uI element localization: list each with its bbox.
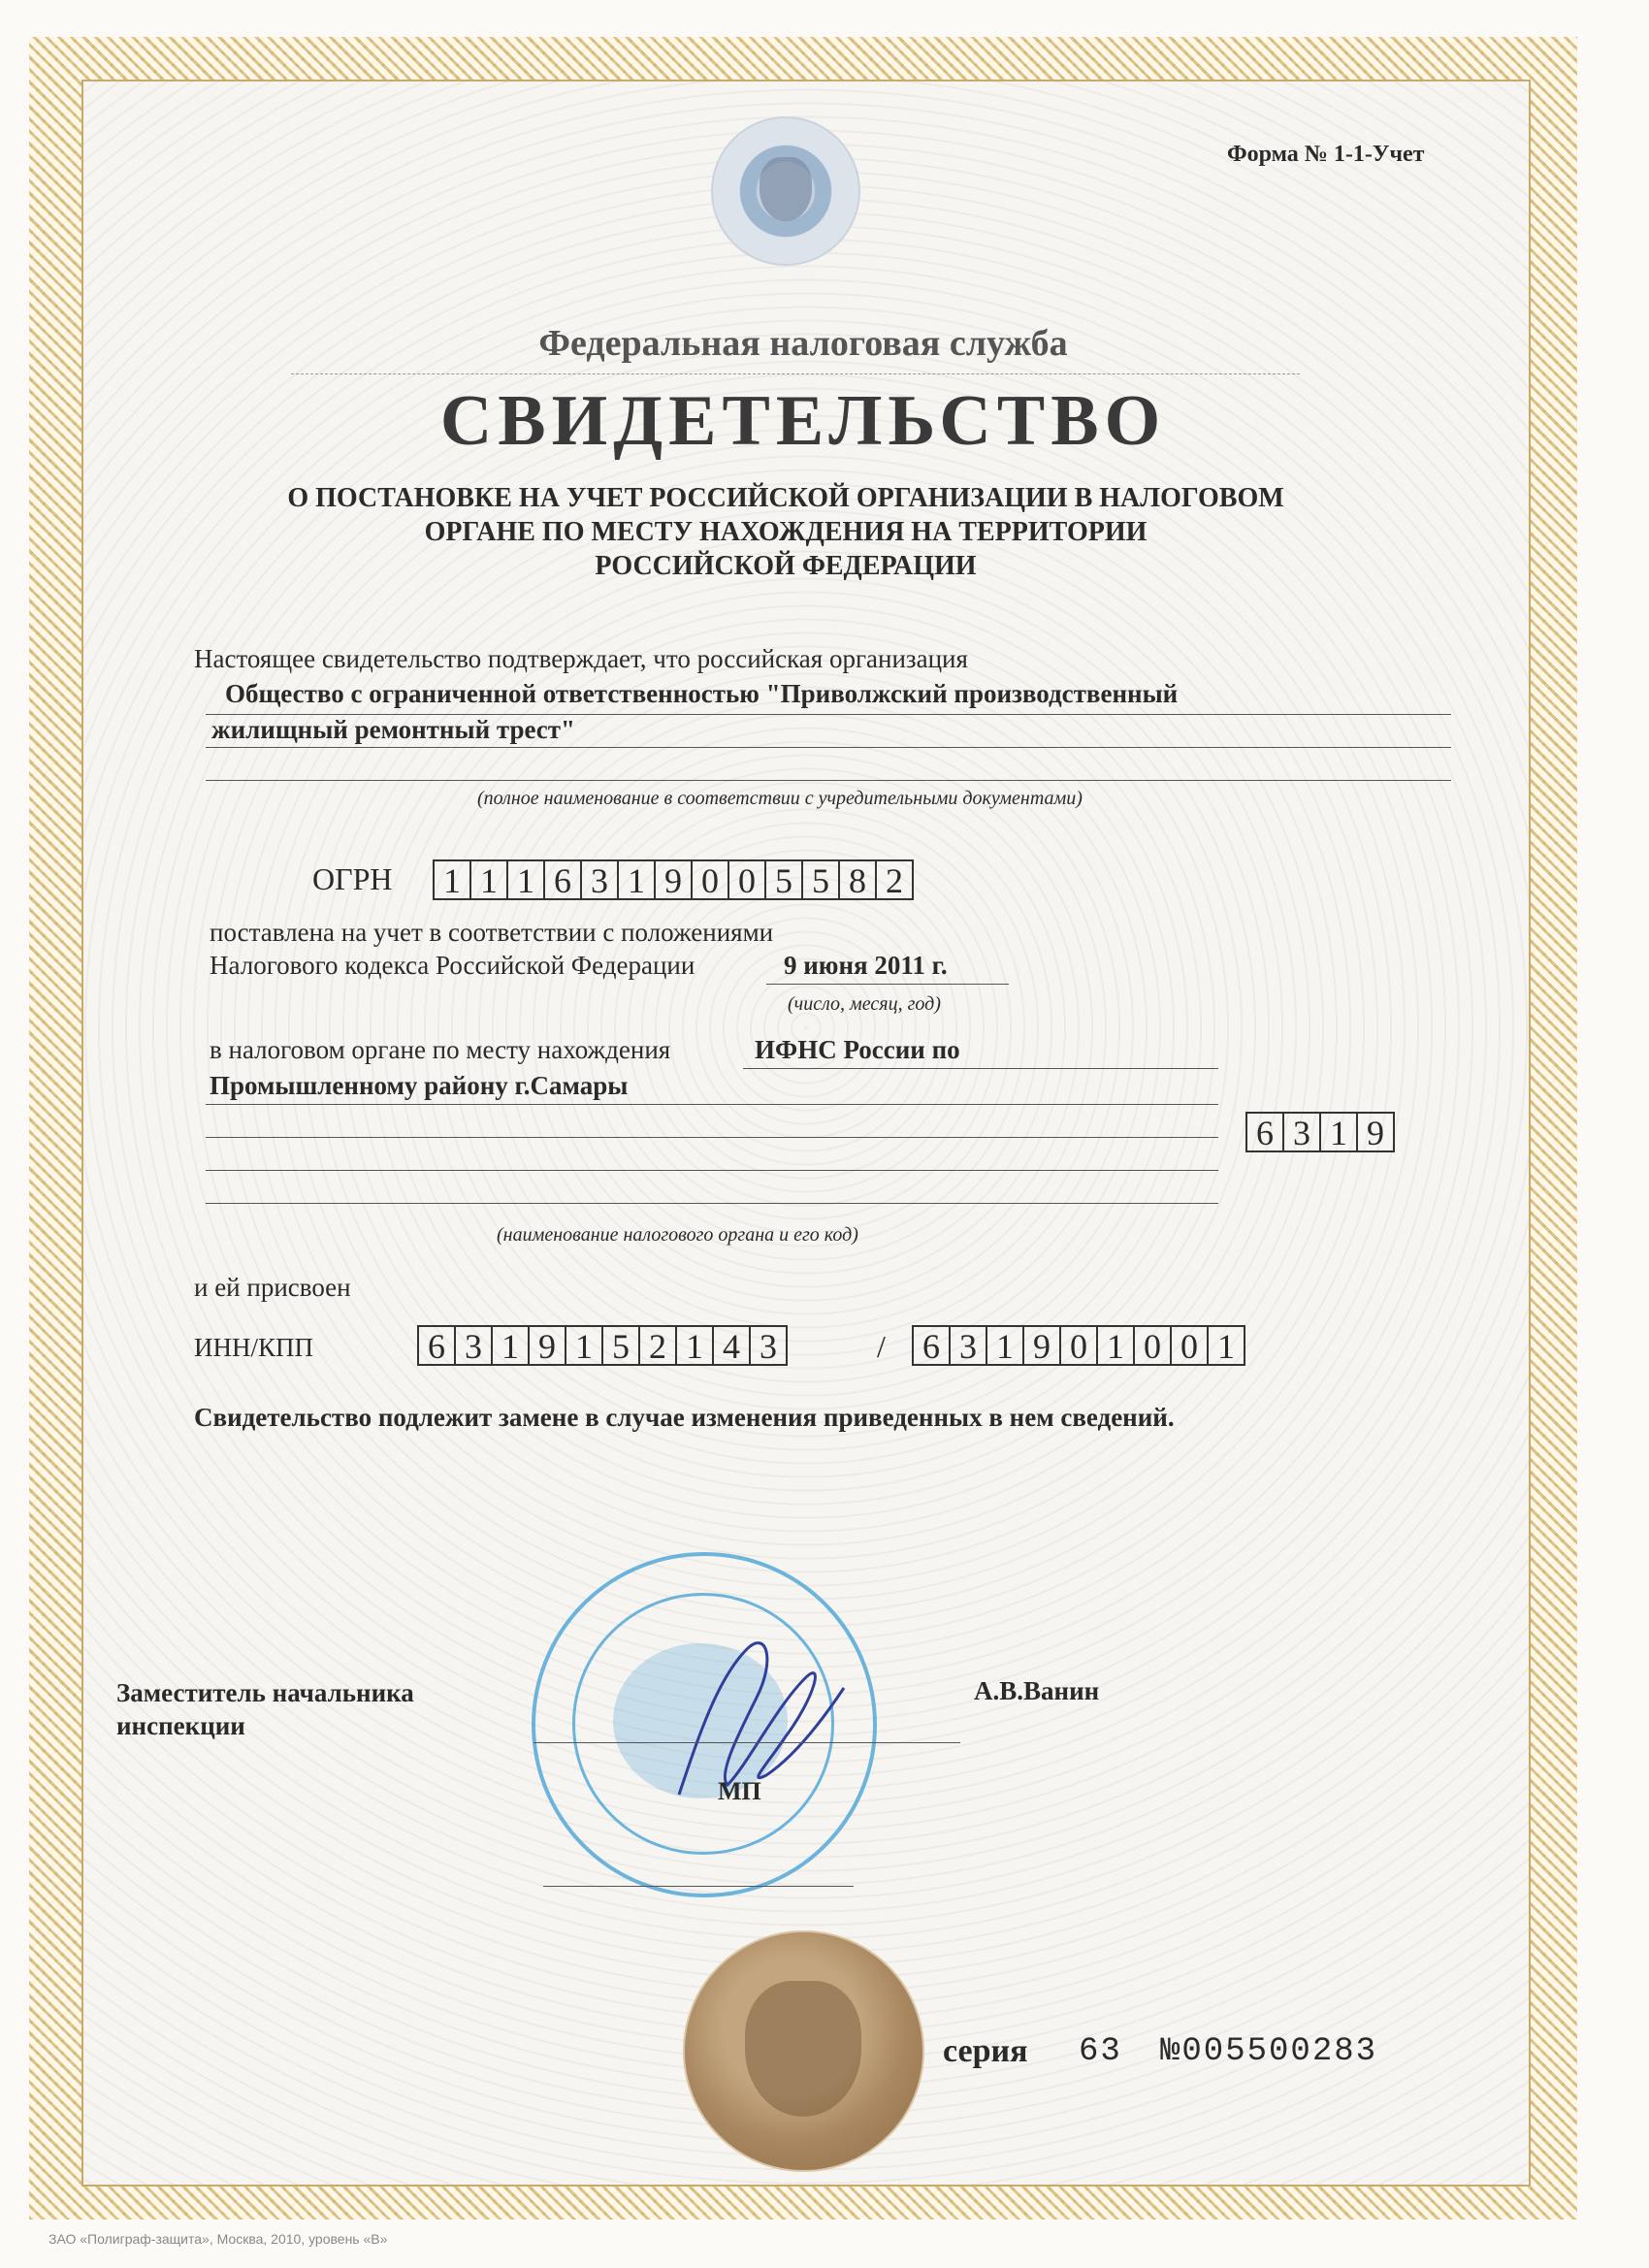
- registration-line-1: поставлена на учет в соответствии с положениями: [210, 918, 774, 947]
- digit-cell: 6: [914, 1327, 951, 1364]
- digit-cell: 5: [603, 1327, 640, 1364]
- inn-kpp-label: ИНН/КПП: [194, 1333, 314, 1362]
- digit-cell: 4: [714, 1327, 751, 1364]
- replacement-notice: Свидетельство подлежит замене в случае изменения приведенных в нем сведений.: [194, 1403, 1175, 1432]
- registration-date: 9 июня 2011 г.: [784, 951, 948, 980]
- form-number: Форма № 1-1-Учет: [1227, 142, 1425, 167]
- digit-cell: 1: [1098, 1327, 1135, 1364]
- digit-cell: 3: [1284, 1114, 1321, 1150]
- inn-code: [417, 1325, 788, 1366]
- underline: [206, 747, 1451, 748]
- digit-cell: 2: [640, 1327, 677, 1364]
- underline: [743, 1068, 1218, 1069]
- embossed-gold-seal: [683, 1930, 924, 2172]
- digit-cell: 1: [677, 1327, 714, 1364]
- underline: [206, 1104, 1218, 1105]
- tax-authority-code: [1245, 1112, 1395, 1152]
- underline: [766, 984, 1009, 985]
- organization-intro: Настоящее свидетельство подтверждает, что российская организация: [194, 644, 968, 673]
- date-caption: (число, месяц, год): [788, 993, 941, 1015]
- organization-name-line-1: Общество с ограниченной ответственностью "Приволжский производственный: [225, 679, 1179, 708]
- digit-cell: 2: [886, 861, 903, 900]
- hologram-emblem: [711, 116, 860, 266]
- digit-cell: 1: [1321, 1114, 1358, 1150]
- seal-place-label: МП: [718, 1777, 761, 1805]
- digit-cell: 3: [456, 1327, 493, 1364]
- divider: [291, 373, 1300, 374]
- subtitle-line-1: О ПОСТАНОВКЕ НА УЧЕТ РОССИЙСКОЙ ОРГАНИЗАЦИИ В НАЛОГОВОМ: [287, 483, 1284, 513]
- coat-of-arms-icon: [760, 157, 812, 221]
- position-line-2: инспекции: [116, 1711, 245, 1740]
- digit-cell: 6: [545, 861, 582, 898]
- digit-cell: 1: [619, 861, 656, 898]
- double-headed-eagle-icon: [745, 1981, 861, 2117]
- kpp-code: [912, 1325, 1245, 1366]
- organization-name-line-2: жилищный ремонтный трест": [211, 715, 576, 744]
- digit-cell: 0: [729, 861, 766, 898]
- digit-cell: 5: [803, 861, 840, 898]
- underline: [206, 1203, 1218, 1204]
- digit-cell: 1: [493, 1327, 530, 1364]
- serial-number: №005500283: [1160, 2033, 1378, 2070]
- document-title: СВИДЕТЕЛЬСТВО: [439, 381, 1167, 461]
- digit-cell: 0: [1061, 1327, 1098, 1364]
- digit-cell: 6: [419, 1327, 456, 1364]
- digit-cell: 0: [1172, 1327, 1209, 1364]
- ogrn-label: ОГРН: [312, 861, 393, 896]
- digit-cell: 1: [566, 1327, 603, 1364]
- digit-cell: 6: [1247, 1114, 1284, 1150]
- digit-cell: 9: [1024, 1327, 1061, 1364]
- tax-authority-name-line-1: ИФНС России по: [755, 1035, 960, 1064]
- assigned-label: и ей присвоен: [194, 1273, 351, 1302]
- digit-cell: 9: [1367, 1114, 1384, 1152]
- printer-note: ЗАО «Полиграф-защита», Москва, 2010, уровень «В»: [48, 2231, 388, 2247]
- signatory-position: [116, 1676, 414, 1742]
- digit-cell: 8: [840, 861, 877, 898]
- subtitle-line-3: РОССИЙСКОЙ ФЕДЕРАЦИИ: [595, 551, 977, 581]
- digit-cell: 5: [766, 861, 803, 898]
- digit-cell: 3: [760, 1327, 777, 1366]
- digit-cell: 1: [1217, 1327, 1235, 1366]
- digit-cell: 1: [471, 861, 508, 898]
- digit-cell: 9: [656, 861, 693, 898]
- digit-cell: 9: [530, 1327, 566, 1364]
- digit-cell: 3: [951, 1327, 987, 1364]
- subtitle-line-2: ОРГАНЕ ПО МЕСТУ НАХОЖДЕНИЯ НА ТЕРРИТОРИИ: [424, 517, 1148, 547]
- registration-line-2: Налогового кодекса Российской Федерации: [210, 951, 695, 980]
- series-value: 63: [1079, 2033, 1122, 2070]
- signatory-name: А.В.Ванин: [974, 1676, 1100, 1705]
- organization-caption: (полное наименование в соответствии с учредительными документами): [477, 788, 1083, 809]
- underline: [206, 1137, 1218, 1138]
- digit-cell: 1: [508, 861, 545, 898]
- underline: [206, 780, 1451, 781]
- underline: [206, 1170, 1218, 1171]
- series-label: серия: [943, 2033, 1028, 2069]
- digit-cell: 0: [1135, 1327, 1172, 1364]
- position-line-1: Заместитель начальника: [116, 1678, 414, 1707]
- inn-kpp-separator: /: [877, 1329, 886, 1364]
- digit-cell: 0: [693, 861, 729, 898]
- digit-cell: 1: [987, 1327, 1024, 1364]
- digit-cell: 1: [435, 861, 471, 898]
- digit-cell: 3: [582, 861, 619, 898]
- agency-name: Федеральная налоговая служба: [538, 323, 1068, 364]
- underline: [543, 1886, 854, 1887]
- tax-authority-caption: (наименование налогового органа и его код): [497, 1224, 858, 1246]
- signature-line: [534, 1742, 960, 1743]
- ogrn-code: [433, 859, 914, 900]
- tax-authority-name-line-2: Промышленному району г.Самары: [210, 1071, 629, 1100]
- tax-authority-intro: в налоговом органе по месту нахождения: [210, 1035, 671, 1064]
